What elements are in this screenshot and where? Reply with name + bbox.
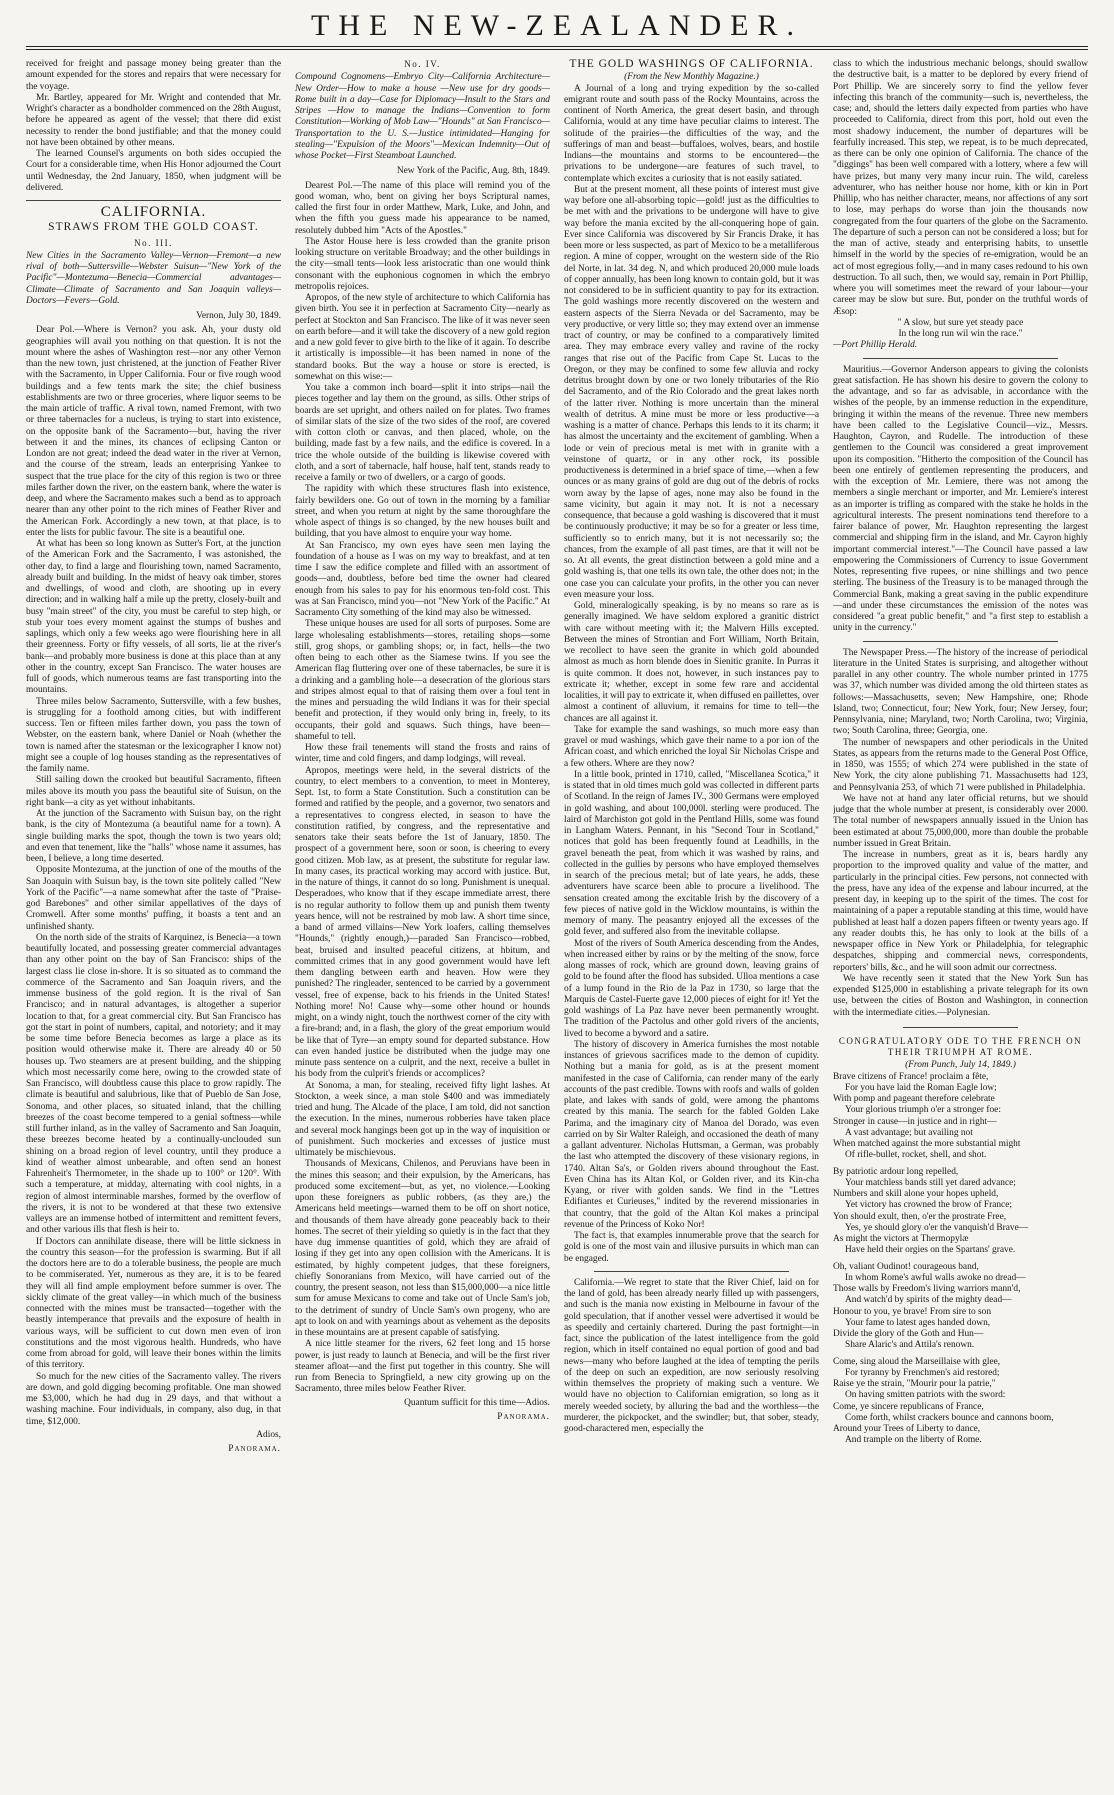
article-paragraph: Gold, mineralogically speaking, is by no means so rare as is generally imagined. We have seldom explored a granitic district with care without meeting with it; the Malvern Hills excepted. Between the mines of Strontian and Fort William, North Britain, we recollect to have seen the granite in which gold abounded almost as much as horn blende does in Sienitic granite. In Purras it is quite common. It does not, however, in such instances pay to extricate it; whether, except in some few rare and accidental localities, it will pay to extricate it, when diffused en paillettes, over almost a continent of alluvium, it remains for time to tell—the chances are all against it. (564, 601, 819, 724)
column-3 (564, 59, 819, 1789)
column-1 (26, 59, 281, 1789)
court-report-end: received for freight and passage money being greater than the amount expended for the stores and repairs that were necessary for the voyage. (26, 59, 281, 92)
poem-line: A vast advantage; but availing not (845, 1127, 973, 1138)
court-report-paragraph: The learned Counsel's arguments on both sides occupied the Court for a considerable time, when His Honor adjourned the Court until Wednesday, the 2nd January, 1850, when judgment will be delivered. (26, 149, 281, 193)
article-paragraph: Still sailing down the crooked but beautiful Sacramento, fifteen miles above its mouth you pass the beautiful site of Suisun, on the right bank—a city as yet without inhabitants. (26, 775, 281, 808)
poem-title: CONGRATULATORY ODE TO THE FRENCH ON THEIR TRIUMPH AT ROME. (838, 1035, 1083, 1057)
masthead: THE NEW-ZEALANDER. (26, 0, 1088, 47)
poem-line: Come, ye sincere republicans of France, (833, 1401, 984, 1412)
poem-line: Raise ye the strain, "Mourir pour la patrie," (833, 1379, 996, 1389)
section-divider (594, 1271, 789, 1272)
article-paragraph: On the north side of the straits of Karquinez, is Benecia—a town beautifully located, and possessing greater commercial advantages than any other point on the bay of San Francisco: ships of the largest class lie close in-shore. It is so situated as to command the commerce of the Sacramento and San Joaquin rivers, and the immense business of the gold region. It is the rival of San Francisco; and in natural advantages, is altogether a superior location to that, for a great commercial city. But San Francisco has got the start in point of numbers, capital, and notoriety; and it may be some time before Benecia becomes as large a place as its position would otherwise make it. There are already 40 or 50 houses up. Two steamers are at present building, and the shipping which most necessarily come here, owing to the crowded state of San Francisco, will doubtless cause this place to grow rapidly. The climate is beautiful and salubrious, like that of Pueblo de San Jose, Sonoma, and other places, so situated inland, that the chilling breezes of the coast become tempered to a genial softness—while still further inland, as in the valley of Sacramento and San Joaquin, these breezes become heated by a continually-unclouded sun shining on a broad region of level country, until they produce a kind of weather almost unbearable, and often send an honest Fahrenheit's Thermometer, in the shade up to 100° or 120°. With such a temperature, at midday, alternating with cool nights, in a region of almost interminable marshes, formed by the overflow of the rivers, it is not to be wondered at that these two extensive valleys are an immense hotbed of intermittent and remittent fevers, and other various ills that flesh is heir to. (26, 932, 281, 1236)
poem-line: Come, sing aloud the Marseillaise with glee, (833, 1356, 1001, 1367)
article-paragraph: How these frail tenements will stand the frosts and rains of winter, time and cold fingers, and damp lodgings, will reveal. (295, 743, 550, 765)
poem-line: Come forth, whilst crackers bounce and cannons boom, (845, 1412, 1054, 1423)
section-divider (863, 641, 1058, 642)
masthead-rule (26, 49, 1088, 53)
article-paragraph: Most of the rivers of South America descending from the Andes, when increased either by rains or by the melting of the snow, force along masses of rock, which are ground down, leaving grains of gold to be found after the flood has subsided. Ulloa mentions a case of a lump found in the Rio de la Paz in 1730, so large that the Marquis de Castel-Fuerte gave 12,000 pieces of eight for it! Yet the gold washings of La Paz have never been permanently wrought. The tradition of the Pactolus and other gold rivers of the ancients, lived to become a byword and a satire. (564, 938, 819, 1039)
section-divider (863, 358, 1058, 359)
poem-line: Around your Trees of Liberty to dance, (833, 1424, 981, 1434)
poem-line: Stronger in cause—in justice and in right— (833, 1116, 997, 1127)
article-paragraph-mauritius: Mauritius.—Governor Anderson appears to giving the colonists great satisfaction. He has shown his desire to govern the colony to the advantage, and so far as advisable, in accordance with the wishes of the people, by an immense reduction in the expenditure, bringing it within the means of the revenue. Three new members have been called to the Legislative Council—viz., Messrs. Haughton, Cayron, and Rudelle. The introduction of these gentlemen to the Council was considered a great improvement upon its composition. "Hitherto the composition of the Council has been one entirely of gentlemen representing the producers, and with the exception of Mr. Lemiere, there was not among the members a single merchant or importer, and Mr. Lemiere's interest as an importer is trifling as compared with the stake he holds in the agricultural interests. The present nominations tend therefore to a fairer balance of power, Mr. Haughton representing the largest commercial and shipping firm in the island, and Mr. Cayron highly important commercial interest."—The Council have passed a law empowering the Commissioners of Currency to issue Government Notes, representing five rupees, or nine shillings and two pence sterling. The business of the Treasury is to be managed through the Commercial Bank, making a great saving in the public expenditure—and under these circumstances the emission of the notes was considered "a great public benefit," and "a first step to establish a unity in the currency." (833, 364, 1088, 634)
poem-line: Have held their orgies on the Spartans' grave. (845, 1245, 1016, 1256)
poem-line: And watch'd by spirits of the mighty dead— (845, 1295, 1012, 1306)
poem-body (833, 1072, 1088, 1447)
poem-line: Of rifle-bullet, rocket, shell, and shot. (845, 1150, 987, 1161)
poem-line: Those walls by Freedom's living warriors mann'd, (833, 1284, 1021, 1294)
letter-dateline: Vernon, July 30, 1849. (196, 311, 281, 321)
letter-summary: New Cities in the Sacramento Valley—Vernon—Fremont—a new rival of both—Suttersville—Webster Suisun—"New York of the Pacific"—Montezuma—Benecia—Commercial advantages—Climate—Climate of Sacramento and San Joaquin valleys—Doctors—Fevers—Gold. (26, 250, 281, 306)
poem-line: Numbers and skill alone your hopes upheld, (833, 1189, 999, 1199)
poem-line: Divide the glory of the Goth and Hun— (833, 1329, 984, 1339)
poem-line: For tyranny by Frenchmen's aid restored; (845, 1367, 1000, 1378)
article-paragraph: The increase in numbers, great as it is, bears hardly any proportion to the improved quality and value of the matter, and particularly in the principal cities. Few persons, not connected with the press, have any idea of the expense and labour incurred, at the present day, in keeping up to the spirit of the times. The cost for maintaining of a paper a reputable standing at this time, would have published at least half a dozen papers fifteen or twenty years ago. If any reader doubts this, he has only to look at the bills of a newspaper office in New York or Philadelphia, for telegraphic despatches, shipping and commercial news, correspondents, reporters' bills, &c., and he will soon admit our correctness. (833, 850, 1088, 973)
article-paragraph-california-emigration: California.—We regret to state that the River Chief, laid on for the land of gold, has been already nearly filled up with passengers, and such is the mania now existing in Melbourne in favour of the gold speculation, that if another vessel were advertised it would be as speedily and certainly chartered. During the past fortnight—in fact, since the publication of the latest intelligence from the gold region, which in itself contained no equal portion of good and bad news—many who before laughed at the idea of tempting the perils of the deep on such an expedition, are now seriously resolving within themselves the propriety of making such a venture. We would have no objection to Californian emigration, so long as it merely weeded society, by alluring the bad and the worthless—the murderer, the pickpocket, and the swindler; but, that sober, steady, good-charactered men, especially the (564, 1277, 819, 1434)
court-report-paragraph: Mr. Bartley, appeared for Mr. Wright and contended that Mr. Wright's character as a bondholder commenced on the 28th August, before he appeared as agent of the vessel; that there did exist necessity to render the bond justifiable; and that the money could not have been obtained by other means. (26, 92, 281, 148)
article-paragraph: At Sonoma, a man, for stealing, received fifty light lashes. At Stockton, a week since, a man stole $400 and was immediately tried and hung. The Alcade of the place, I am told, did not sanction the execution. In the mines, numerous robberies have taken place and several mock hangings been got up in the way of inquisition or of punishment. Such mockeries and excesses of justice must ultimately be mischievous. (295, 1080, 550, 1158)
article-title-gold-washings: THE GOLD WASHINGS OF CALIFORNIA. (569, 59, 814, 70)
article-source: (From the New Monthly Magazine.) (624, 72, 759, 83)
article-paragraph: Take for example the sand washings, so much more easy than gravel or mud washings, which gave their name to a por ion of the African coast, and which enriched the loyal Sir Nicholas Crispe and a few others. Where are they now? (564, 724, 819, 769)
article-paragraph: class to which the industrious mechanic belongs, should swallow the destructive bait, is a matter to be deplored by every friend of Port Phillip. We are sincerely sorry to find the yellow fever infecting this branch of the community—such is, nevertheless, the case; and, should the letters daily expected from parties who have proceeded to California, direct from this port, hold out even the most shadowy inducement, the number of departures will be fearfully increased. This step, we repeat, is to be much deprecated, as there can be only one opinion of California. The chance of the "diggings" has been well compared with a lottery, where a few will have prizes, but many very many incur ruin. The wild, careless adventurer, who has neither house nor home, kith or kin in Port Phillip, who has neither character, means, nor affections of any sort to lose, may perhaps do worse than join the thousands now congregated from the four quarters of the globe on the Sacramento. The departure of such a person can not be considered a loss; but for the man of active, steady and enterprising habits, to unsettle himself in the world by the species of re-emigration, would be an act of most egregious folly,—and in many cases redound to his own destruction. To all such, then, we would say, remain in Port Phillip, where you will sometimes meet the reward of your labour—your career may be slow but sure. But, ponder on the truthful words of Æsop: (833, 59, 1088, 317)
article-paragraph: The fact is, that examples innumerable prove that the search for gold is one of the most vain and illusive pursuits in which man can be engaged. (564, 1231, 819, 1264)
article-paragraph: Thousands of Mexicans, Chilenos, and Peruvians have been in the mines this season; and their expulsion, by the Americans, has produced some excitement—but, as yet, no violence.—Looking upon these foreigners as public robbers, (as they are,) the Americans held meetings—warned them to be off on short notice, and thousands of them have already gone peaceably back to their homes. The secret of their yielding so quietly is in the fact that they have dug immense quantities of gold, which they are afraid of losing if they get into any open collision with the Americans. It is estimated, by highly competent judges, that these foreigners, chiefly Sonoranians from Mexico, will have carried out of the country, the present season, not less than $15,000,000—a nice little sum for amuse Mexicans to come and take out of Uncle Sam's job, to the detriment of sundry of Uncle Sam's own progeny, who are apt to look on and with yearnings about as vehement as the deposits in these mountains are at present capable of satisfying. (295, 1159, 550, 1338)
poem-line: Yes, ye should glory o'er the vanquish'd Brave— (845, 1222, 1029, 1233)
letter-number: No. III. (134, 237, 173, 248)
article-paragraph: We have not at hand any later official returns, but we should judge that the whole number at present, is considerably over 2000. The total number of newspapers annually issued in the Union has been estimated at about 75,000,000, more than double the probable number issued in Great Britain. (833, 793, 1088, 849)
letter-signature: Panorama. (228, 1444, 281, 1454)
article-paragraph: At San Francisco, my own eyes have seen men laying the foundation of a house as I was on my way to breakfast, and at ten time I saw the edifice complete and filled with an assortment of goods—and, doubtless, before bed time the owner had cleared enough from his sales to pay for his enormous ten-fold cost. This was at San Francisco, mind you—not "New York of the Pacific." At Sacramento City something of the kind may also be witnessed. (295, 540, 550, 618)
article-title-straws: STRAWS FROM THE GOLD COAST. (48, 221, 259, 234)
poem-line: Your glorious triumph o'er a stronger foe: (845, 1105, 1001, 1116)
poem-line: On having smitten patriots with the sword: (845, 1390, 1006, 1401)
article-paragraph-newspaper-press: The Newspaper Press.—The history of the increase of periodical literature in the United States is surprising, and altogether without parallel in any other country. The whole number printed in 1775 was 37, which number was divided among the old thirteen states as follows:—Massachusetts, seven; New Hampshire, one; Rhode Island, two; Connecticut, four; New York, four; New Jersey, four; Pennsylvania, nine; Maryland, two; North Carolina, two; Virginia, two; South Carolina, three; Georgia, one. (833, 647, 1088, 737)
article-paragraph: The Astor House here is less crowded than the granite prison looking structure on veritable Broadway; and the other buildings in the city—small tents—look less aristocratic than one would think consonant with the euphonious cognomen in which the embryo metropolis rejoices. (295, 236, 550, 292)
article-paragraph: The rapidity with which these structures flash into existence, fairly bewilders one. Go out of town in the morning by a familiar street, and when you return at night by the same thoroughfare the whole aspect of things is so changed, by the new houses built and building, that you have almost to enquire your way home. (295, 484, 550, 540)
poem-line: Share Alaric's and Attila's renown. (845, 1340, 975, 1351)
letter-number: No. IV. (404, 59, 441, 69)
letter-dateline: New York of the Pacific, Aug. 8th, 1849. (396, 166, 550, 177)
article-paragraph: You take a common inch board—split it into strips—nail the pieces together and lay them on the ground, as sills. Other strips of boards are set upright, and others nailed on for plates. Two frames of similar slats of the size of the two sides of the roof, are covered with cotton cloth or canvas, and then placed, whole, on the building, made fast by a few nails, and the edifice is covered. In a trice the whole outside of the building is likewise covered with cloth, and a sort of tabernacle, half house, half tent, stands ready to receive a family or two of dwellers, or a cargo of goods. (295, 383, 550, 483)
column-4 (833, 59, 1088, 1789)
article-paragraph: These unique houses are used for all sorts of purposes. Some are large wholesaling establishments—stores, retailing shops—some still, grog shops, or gambling shops; or, in fact, hells—the two often being to each other as the Siamese twins. If you see the American flag fluttering over one of these tabernacles, be sure it is a drinking and a gambling hole—a desecration of the glorious stars and stripes almost equal to that of raising them over a foul tent in the mines and persuading the wild Indians it was for their special benefit and protection, if they would only bring in, freely, to its occupants, their gold and squaws. Such things, have been—shameful to tell. (295, 619, 550, 742)
poem-line: When matched against the more substantial might (833, 1139, 1021, 1149)
article-paragraph: At the junction of the Sacramento with Suisun bay, on the right bank, is the city of Montezuma (a beautiful name for a town). A single building marks the spot, though the town is two years old; and even that tenement, like the "halls" whose name it assumes, has been, I believe, a long time deserted. (26, 809, 281, 864)
poem-line: Your fame to latest ages handed down, (845, 1317, 991, 1328)
poem-line: In whom Rome's awful walls awoke no dread— (845, 1272, 1026, 1283)
article-paragraph: If Doctors can annihilate disease, there will be little sickness in the country this season—for the profession is swarming. But if all the doctors here are to do a tolerable business, the people are much to be commiserated. Yet, numerous as they are, it is to be feared they will all find ample employment before summer is over. The sickly climate of the great valley—in which much of the business connected with the mines must be transacted—together with the beastly intemperance that prevails and the exposure of health in various ways, will be sufficient to cut down men even of iron constitutions and the most vigorous health. Hundreds, who have come from abroad for gold, will leave their bones within the limits of this territory. (26, 1236, 281, 1371)
article-paragraph: The number of newspapers and other periodicals in the United States, as appears from the returns made to the General Post Office, in 1850, was 1555; of which 274 were published in the state of New York, the city alone publishing 71. Massachusetts had 123, and Pennsylvania 253, of which 71 were published in Philadelphia. (833, 737, 1088, 793)
article-paragraph: At what has been so long known as Sutter's Fort, at the junction of the American Fork and the Sacramento, I was astonished, the other day, to find a large and flourishing town, named Sacramento, already built and building. In the midst of heavy oak timber, stores and dwellings, of wood and cloth, are shooting up in every direction; and in walking half a mile up the pretty, closely-built and busy "main street" of the city, you must be careful to step high, or stub your toes every moment against the stumps of bushes and saplings, which only a few weeks ago were flourishing here in all their greenness. Forty or fifty vessels, of all sorts, lie at the river's bank—and probably more business is done at this place than at any other in the country, except San Francisco. The water houses are full of goods, which numerous teams are fast transporting into the mountains. (26, 539, 281, 696)
poem-line: Yet victory has crowned the brow of France; (845, 1200, 1012, 1211)
poem-source: (From Punch, July 14, 1849.) (905, 1060, 1016, 1071)
poem-line: With pomp and pageant therefore celebrate (833, 1094, 995, 1104)
article-paragraph: A Journal of a long and trying expedition by the so-called emigrant route and south pass of the Rocky Mountains, across the continent of North America, the great desert basin, and through California, would at any time have peculiar claims to interest. The solitude of the prairies—the difficulties of the way, and the sufferings of man and beast—buffaloes, wolves, bears, and hostile Indians—the mountains and storms to be encountered—the privations to be undergone—are features of such travel, to contemplate which excites a curiosity that is not easily satiated. (564, 83, 819, 184)
article-paragraph: A nice little steamer for the rivers, 62 feet long and 15 horse power, is just ready to launch at Benecia, and will be the first river steamer afloat—and the first put together in this country. She will run from Benecia to Springfield, a new city growing up on the Sacramento, three miles below Feather River. (295, 1339, 550, 1395)
article-paragraph: Dear Pol.—Where is Vernon? you ask. Ah, your dusty old geographies will avail you nothing on that question. It is not the mount where the ashes of Washington rest—nor any other Vernon than the new town, just christened, at the junction of Feather River with the Sacramento, in Upper California. Four or five rough wood buildings and a few tents mark the site; the chief business establishments are two or three groceries, where liquor seems to be the main article of traffic. A rival town, named Fremont, with two or three tabernacles for a nucleus, is trying to start into existence, on the opposite bank of the Sacramento—but, having the river between it and the mines, its chances of eclipsing Canton or London are not great; indeed the dead water in the river at Vernon, and the course of the stream, leads an enterprising Yankee to suspect that the true place for the city of this region is two or three miles farther down the river, on the eastern bank, where the water is deep, and where the Sacramento makes such a bend as to approach nearer than any other point to the rich mines of Feather River and the American Fork. Accordingly a new town, at that place, is to enter the lists for public favour. The site is a beautiful one. (26, 325, 281, 538)
poem-line: Honour to you, ye brave! From sire to son (833, 1306, 992, 1317)
poem-line: Your matchless bands still yet dared advance; (845, 1177, 1016, 1188)
article-paragraph: The history of discovery in America furnishes the most notable instances of grievous sacrifices made to the demon of cupidity. Nothing but a mania for gold, as is at the present moment manifested in the case of California, can render many of the early accounts of the past credible. Towns with roofs and walls of golden plate, and lakes with sands of gold, were among the phantoms created by this mania. The search for the fabled Golden Lake Parima, and the imaginary city of Manoa del Dorado, was even carried on by Sir Walter Raleigh, and occasioned the death of many a gallant adventurer. Nicholas Huttsman, a German, was probably the last who attempted the discovery of these visionary regions, in 1740. Altan Sa's, or Golden rivers abound throughout the East. Even China has its Altan Kol, or Golden river, and its Kin-cha Kyang, or river with golden sands. We find in the "Lettres Edifiantes et Curieuses," indited by the reverend missionaries in that country, that the gold of the Altan Kol makes a principal revenue of the Princess of Koko Nor! (564, 1039, 819, 1230)
article-paragraph: In a little book, printed in 1710, called, "Miscellanea Scotica," it is stated that in old times much gold was collected in different parts of Scotland. In the reign of James IV., 300 Germans were employed in gold washing, and about 100,000l. sterling were produced. The laird of Marchiston got gold in the Pentland Hills, some was found in Langham Waters. Pennant, in his "Second Tour in Scotland," notices that gold has been frequently found at Leadhills, in the gravel beneath the peat, from which it was washed by rains, and collected in the gullies by persons who have employed themselves in search of the precious metal; but of late years, he adds, these adventurers have scarce been able to procure a livelihood. The sensation created among the excitable Irish by the discovery of a few pieces of native gold in the Wicklow mountains, is within the memory of many. The peasantry enjoyed all the excesses of the gold fever, and suffered also from the inevitable collapse. (564, 769, 819, 938)
letter-closing: Quantum sufficit for this time—Adios. (404, 1397, 550, 1408)
article-paragraph: So much for the new cities of the Sacramento valley. The rivers are down, and gold digging becoming profitable. One man showed me $3,000, which he had dug in 29 days, and that without a washing machine. Four individuals, in company, also dug, in that time, $12,000. (26, 1371, 281, 1427)
poem-line: Yon should exult, then, o'er the prostrate Free, (833, 1211, 1007, 1222)
article-paragraph: Three miles below Sacramento, Suttersville, with a few bushes, is struggling for a foothold among cities, but with indifferent success. Ten or fifteen miles farther down, you pass the town of Webster, on the eastern bank, where Daniel or Noah (whether the town is named after the statesman or the lexicographer I know not) might see a couple of log houses standing as the representatives of the family name. (26, 696, 281, 774)
poem-line: For you have laid the Roman Eagle low; (845, 1082, 997, 1093)
article-paragraph: Opposite Montezuma, at the junction of one of the mouths of the San Joaquin with Suisun bay, is the town site politely called "New York of the Pacific"—a name somewhat after the taste of "Praise-god Barebones" and other similar appellatives of the days of Cromwell. After some months' puffing, it boasts a tent and an unfinished shanty. (26, 865, 281, 932)
column-2 (295, 59, 550, 1789)
article-paragraph: We have recently seen it stated that the New York Sun has expended $125,000 in establishing a private telegraph for its own use, between the cities of Boston and Washington, in connection with the intermediate cities.—Polynesian. (833, 973, 1088, 1018)
quote-line: In the long run wil win the race." (898, 329, 1023, 339)
article-paragraph: Apropos, of the new style of architecture to which California has given birth. You see it in perfection at Sacramento City—nearly as perfect at Stockton and San Francisco. The like of it was never seen on earth before—and it will take the discovery of a new gold region and a new gold fever to give birth to the like of it again. To describe it artistically is impossible—it has been named in none of the standard books. But the way a house or store is erected, is somewhat on this wise:— (295, 293, 550, 382)
article-paragraph: But at the present moment, all these points of interest must give way before one all-absorbing topic—gold! just as the difficulties to be met with and the privations to be undergone will have to give way before the mania excited by the all-conquering hope of gain. Ever since California was discovered by Sir Francis Drake, it has been more or less suspected, as part of Mexico to be a metalliferous region. A mine of copper, wrought on the western side of the Rio del Norte, in lat. 34 deg. N, and which produced 20,000 mule loads of copper annually, has been long known to contain gold, but it was not considered to be in sufficient quantity to pay for its extraction. The gold washings more recently discovered on the western and eastern aspects of the Sierra Nevada or del Sacramento, may be very productive, or very little so; they may extend over an immense tract of country, or may be confined to a comparatively limited area. They may embrace every valley and ravine of the rocky ranges that rise out of the Pacific from Cape St. Lucas to the Oregon, or they may be confined to some few alluvia and rocky detritus brought down by one or two lonely tributaries of the Rio del Sacramento, and of the Rio Colorado and the great lakes north of the latter river. Nothing is more uncertain than the mineral wealth of detritus. A mine must be more or less productive—a washing is a matter of chance. Perhaps this lends to it its charm; it has almost the uncertainty and the excitement of gambling. When a lode or vein of precious metal is met with in granite with a veinstone of quartz, or in any other rock, its possible productiveness is determined in a brief space of time,—when a few ounces or as many grains of gold are dug out of the debris of rocks worn away by the lapse of ages, none may also be found in the same vicinity, but again it may not. It is not a necessary consequence, that because a gold washing is discovered that it must be continuously productive; it may be so for a greater or less time, sufficiently so to enrich many, but it is not necessarily so; the chances, from the example of all past times, are that it will not be so. At all events, the great distinction between a gold mine and a gold washing is, that one tells its own tale, the other does not; in the one case you can calculate your profits, in the other you can never even measure your loss. (564, 184, 819, 600)
poem-line: As might the victors at Thermopylæ (833, 1234, 969, 1244)
poem-line: Oh, valiant Oudinot! courageous band, (833, 1261, 979, 1272)
letter-summary: Compound Cognomens—Embryo City—California Architecture—New Order—How to make a house —New use for dry goods—Rome built in a day—Case for Diplomacy—Insult to the Stars and Stripes —How to manage the Indians—Convention to form Constitution—Working of Mob Law—"Hounds" at San Francisco—Transportation to the U. S.—Justice intimidated—Hanging for stealing—"Expulsion of the Moors"—Mexican Indemnity—Out of whose Pocket—First Steamboat Launched. (295, 72, 550, 161)
quote-line: " A slow, but sure yet steady pace (897, 317, 1024, 328)
section-heading-california: CALIFORNIA. (26, 200, 281, 218)
poem-line: Brave citizens of France! proclaim a fête, (833, 1071, 989, 1082)
letter-signature: Panorama. (497, 1411, 550, 1422)
article-paragraph: Apropos, meetings were held, in the several districts of the country, to elect members to a convention, to meet in Monterey, Sept. 1st, to form a State Constitution. Such a constitution can be formed and ratified by the people, and a governor, two senators and a representatives to congress elected, in season to have the constitution ratified, by congress, and the representative and senators take their seats before the 1st of January, 1850. The prospect of a government here, soon or soon, is cheering to every good citizen. Mob law, as at present, the substitute for regular law. In many cases, its practical working may accord with justice. But, in the nature of things, it cannot do so long. Punishment is unequal. Desperadoes, who know that if they escape immediate arrest, there is no regular authority to follow them up and punish them twenty years hence, will not be restrained by mob law. A short time since, a band of armed villains—New York loafers, calling themselves "Hounds," (rightly enough,)—paraded San Francisco—robbed, beat, bruised and insulted peaceful citizens, at hbitum, and committed crimes that in any good government would have left them dangling between earth and heaven. How were they punished? The ringleader, sentenced to be carried by a government vessel, free of expense, back to his friends in the United States! Nothing more! No! Cause why—some other hound or hounds might, on a windy night, touch the northwest corner of the city with a fire-brand; and, in a flash, the glory of the great emporium would be like that of Tyre—an empty sound for departed substance. How can even handed justice be distributed when the judge may one minute pass sentence on a culprit, and the next, receive a bullet in his body from the culprit's friends or accomplices? (295, 765, 550, 1080)
newspaper-page (26, 59, 1088, 1789)
article-paragraph: Dearest Pol.—The name of this place will remind you of the good woman, who, bent on giving her boys Scriptural names, called the first four in order Matthew, Mark, Luke, and John, and when the fifth you guess made his appearance to be named, resolutely dubbed him "Acts of the Apostles." (295, 180, 550, 236)
article-source: —Port Phillip Herald. (833, 340, 918, 351)
poem-line: By patriotic ardour long repelled, (833, 1166, 959, 1177)
section-divider (903, 1027, 1018, 1028)
poem-line: And trample on the liberty of Rome. (845, 1435, 982, 1446)
letter-closing: Adios, (256, 1429, 281, 1440)
